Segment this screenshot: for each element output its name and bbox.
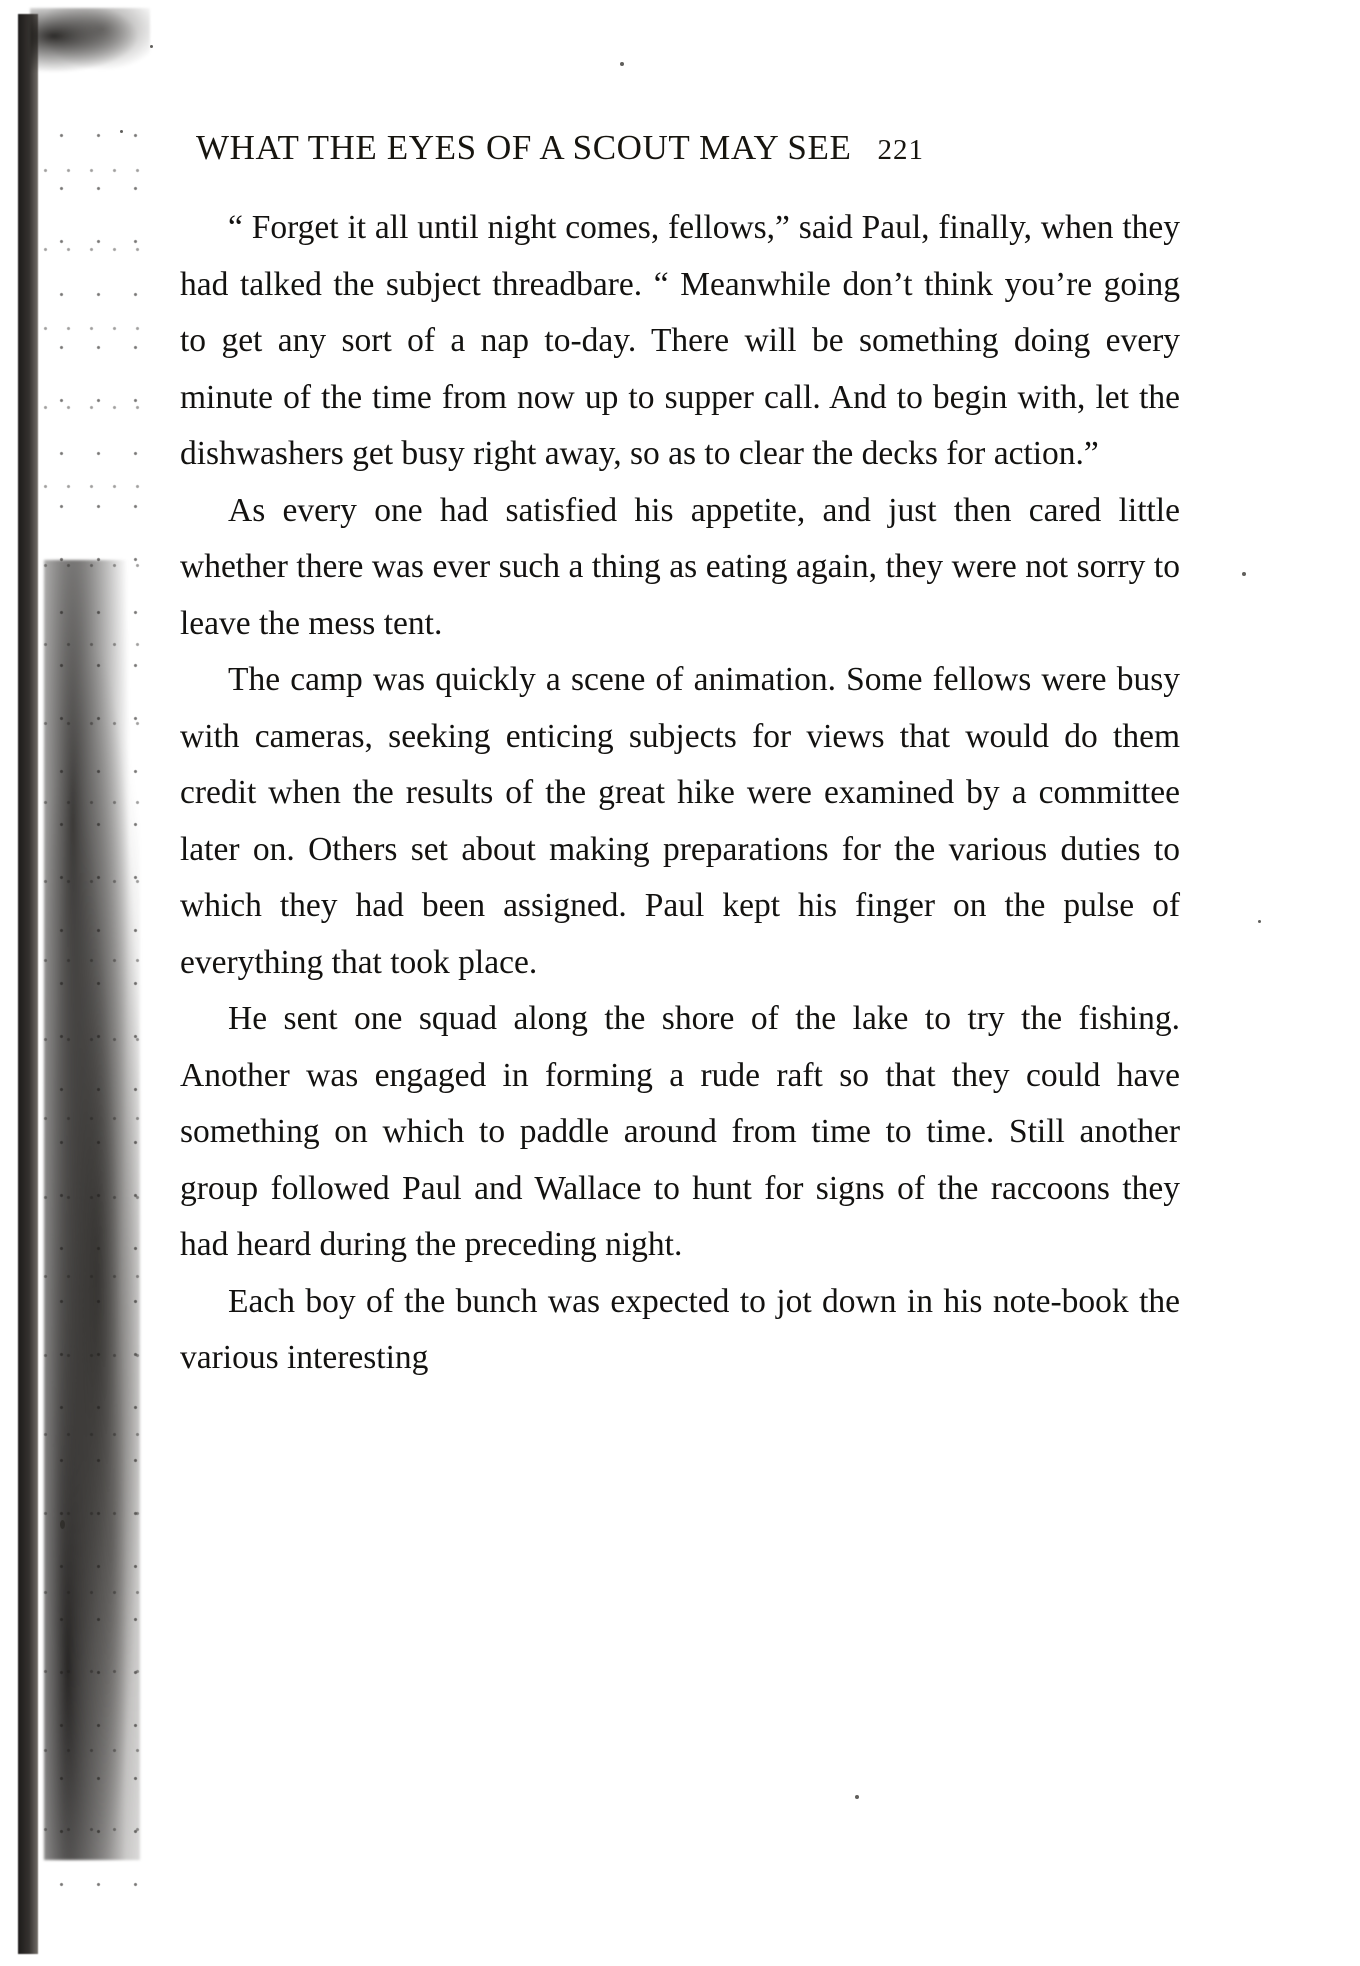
page-header [196,128,1176,168]
paragraph: The camp was quickly a scene of animation. Some fellows were busy with cameras, seeking enticing subjects for views that would do them credit when the results of the great hike were examined by a committee later on. Others set about making preparations for the various duties to which they had been assigned. Paul kept his finger on the pulse of everything that took place. [180,661,1180,981]
running-title: WHAT THE EYES OF A SCOUT MAY SEE [196,128,852,167]
body-text [180,200,1180,1387]
paragraph: As every one had satisfied his appetite, and just then cared little whether there was ever such a thing as eating again, they were not sorry to leave the mess tent. [180,491,1180,642]
page-number: 221 [877,134,924,166]
paragraph: “ Forget it all until night comes, fellows,” said Paul, finally, when they had talked the subject threadbare. “ Meanwhile don’t think you’re going to get any sort of a nap to-day. There will be something doing every minute of the time from now up to supper call. And to begin with, let the dishwashers get busy right away, so as to clear the decks for action.” [180,209,1180,472]
paragraph: He sent one squad along the shore of the lake to try the fishing. Another was engaged in forming a rude raft so that they could have something on which to paddle around from time to time. Still another group followed Paul and Wallace to hunt for signs of the raccoons they had heard during the preceding night. [180,1000,1180,1263]
paragraph: Each boy of the bunch was expected to jot down in his note-book the various interesting [180,1282,1180,1376]
